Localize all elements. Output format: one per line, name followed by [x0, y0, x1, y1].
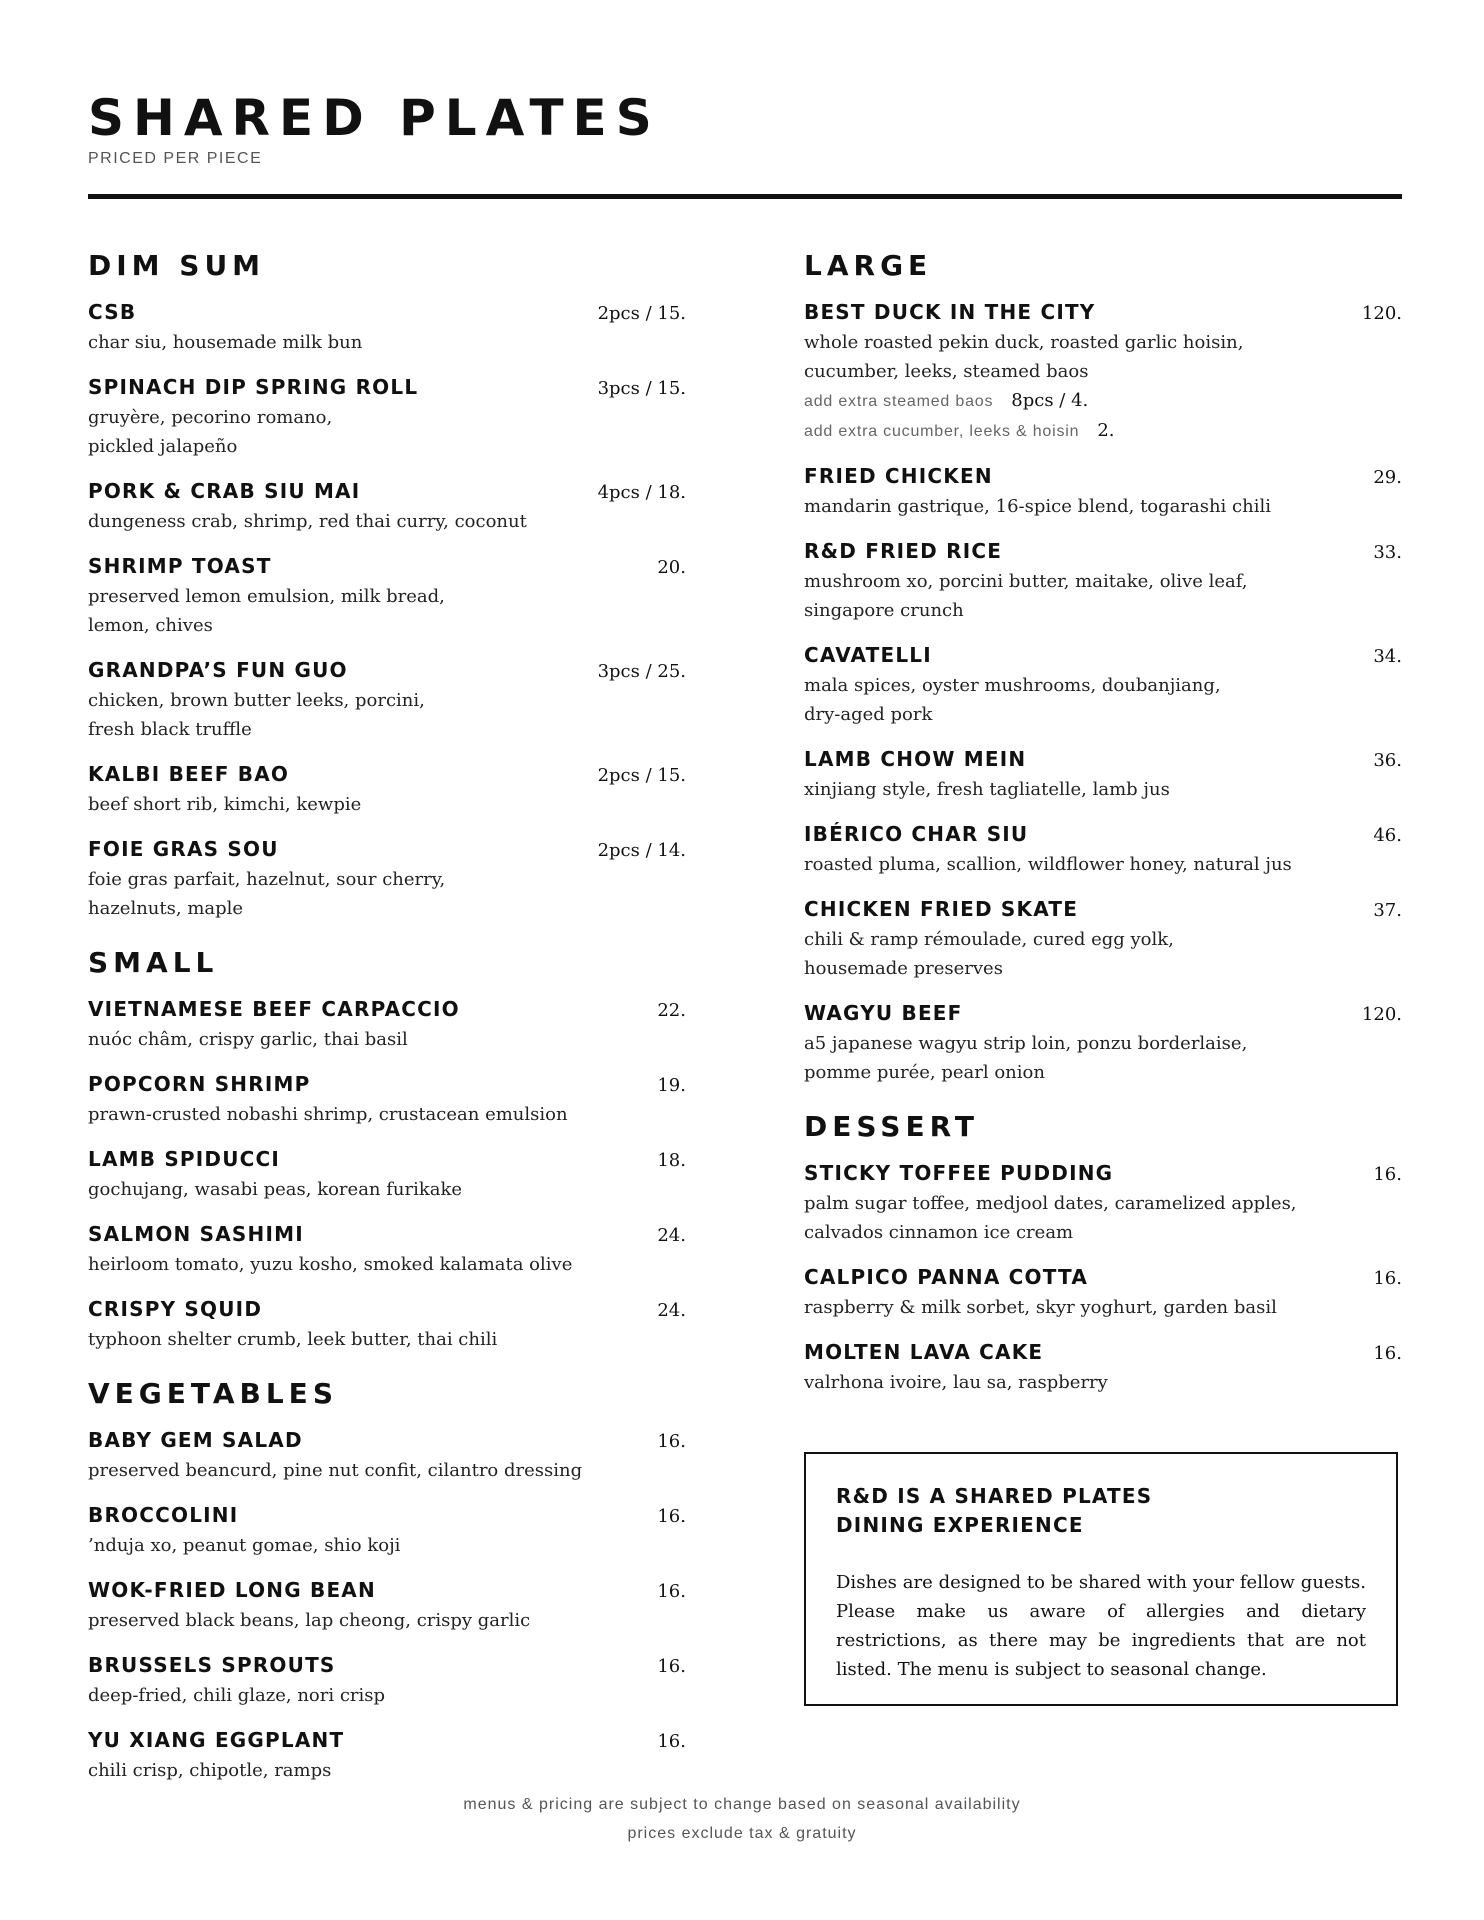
menu-item-price: 29. [1373, 467, 1402, 488]
menu-item [88, 995, 686, 1054]
section-title: LARGE [804, 249, 933, 282]
menu-item-name: CSB [88, 300, 137, 324]
menu-section [804, 248, 1402, 1087]
menu-item-description: raspberry & milk sorbet, skyr yoghurt, garden basil [804, 1297, 1277, 1318]
menu-item-header [804, 1263, 1402, 1293]
menu-item-header [88, 1501, 686, 1531]
menu-item-description: whole roasted pekin duck, roasted garlic hoisin, cucumber, leeks, steamed baos [804, 332, 1244, 382]
menu-item-header [804, 745, 1402, 775]
menu-item-price: 16. [657, 1581, 686, 1602]
menu-item-price: 36. [1373, 750, 1402, 771]
menu-item [804, 537, 1402, 625]
menu-item [88, 760, 686, 819]
menu-item [88, 298, 686, 357]
menu-item-price: 120. [1361, 1004, 1402, 1025]
menu-item [804, 298, 1402, 446]
menu-item [88, 1501, 686, 1560]
menu-item-price: 33. [1373, 542, 1402, 563]
menu-item-description: beef short rib, kimchi, kewpie [88, 794, 362, 815]
addon-row [804, 416, 1402, 446]
menu-item-name: YU XIANG EGGPLANT [88, 1728, 345, 1752]
menu-item-description: preserved lemon emulsion, milk bread, lemon, chives [88, 586, 445, 636]
section-title: SMALL [88, 946, 219, 979]
menu-item [804, 745, 1402, 804]
left-column [88, 248, 686, 1807]
menu-item-price: 16. [1373, 1343, 1402, 1364]
menu-item-name: CHICKEN FRIED SKATE [804, 897, 1079, 921]
menu-item-description: xinjiang style, fresh tagliatelle, lamb jus [804, 779, 1170, 800]
menu-item [88, 552, 686, 640]
menu-item-name: GRANDPA’S FUN GUO [88, 658, 348, 682]
menu-item-description: a5 japanese wagyu strip loin, ponzu borderlaise, pomme purée, pearl onion [804, 1033, 1248, 1083]
menu-item-header [804, 820, 1402, 850]
menu-item [88, 1426, 686, 1485]
menu-item-description: ’nduja xo, peanut gomae, shio koji [88, 1535, 401, 1556]
menu-item [804, 820, 1402, 879]
menu-item-header [804, 537, 1402, 567]
menu-item [88, 1726, 686, 1785]
menu-item [88, 656, 686, 744]
menu-item [804, 1159, 1402, 1247]
addon-price: 2. [1097, 420, 1115, 441]
menu-item-name: BABY GEM SALAD [88, 1428, 303, 1452]
menu-item-description: mushroom xo, porcini butter, maitake, olive leaf, singapore crunch [804, 571, 1248, 621]
footer-line-1: menus & pricing are subject to change based on seasonal availability [463, 1796, 1021, 1813]
menu-item-price: 3pcs / 15. [597, 378, 686, 399]
menu-section [804, 1109, 1402, 1397]
menu-item-description: foie gras parfait, hazelnut, sour cherry, hazelnuts, maple [88, 869, 446, 919]
menu-item-description: valrhona ivoire, lau sa, raspberry [804, 1372, 1108, 1393]
menu-item-name: LAMB SPIDUCCI [88, 1147, 281, 1171]
menu-item-description: gruyère, pecorino romano, pickled jalapeño [88, 407, 333, 457]
menu-item-price: 16. [657, 1731, 686, 1752]
menu-item-description: deep-fried, chili glaze, nori crisp [88, 1685, 386, 1706]
menu-item [88, 1651, 686, 1710]
menu-item-price: 16. [657, 1506, 686, 1527]
menu-item [804, 1263, 1402, 1322]
menu-item-name: FRIED CHICKEN [804, 464, 993, 488]
page-title: SHARED PLATES [88, 89, 661, 147]
menu-item-name: LAMB CHOW MEIN [804, 747, 1027, 771]
menu-item-description: char siu, housemade milk bun [88, 332, 363, 353]
menu-item-name: STICKY TOFFEE PUDDING [804, 1161, 1114, 1185]
menu-item-name: POPCORN SHRIMP [88, 1072, 311, 1096]
menu-item-description: mandarin gastrique, 16-spice blend, togarashi chili [804, 496, 1271, 517]
menu-item-price: 4pcs / 18. [597, 482, 686, 503]
menu-item-header [88, 835, 686, 865]
addon-label: add extra steamed baos [804, 393, 994, 410]
menu-item-price: 16. [1373, 1164, 1402, 1185]
menu-item [88, 835, 686, 923]
menu-item [88, 1070, 686, 1129]
menu-item-name: BEST DUCK IN THE CITY [804, 300, 1096, 324]
menu-item-name: CRISPY SQUID [88, 1297, 263, 1321]
right-column [804, 248, 1402, 1419]
menu-item-header [88, 373, 686, 403]
menu-item-price: 24. [657, 1300, 686, 1321]
menu-item-name: WAGYU BEEF [804, 1001, 963, 1025]
menu-item-description: preserved black beans, lap cheong, crispy garlic [88, 1610, 531, 1631]
menu-section [88, 1376, 686, 1785]
menu-item-header [804, 298, 1402, 328]
menu-item-header [88, 1145, 686, 1175]
section-title: DIM SUM [88, 249, 266, 282]
menu-item-name: BROCCOLINI [88, 1503, 239, 1527]
menu-item-header [88, 760, 686, 790]
menu-item-description: chicken, brown butter leeks, porcini, fresh black truffle [88, 690, 425, 740]
menu-item-description: typhoon shelter crumb, leek butter, thai chili [88, 1329, 498, 1350]
menu-item-name: FOIE GRAS SOU [88, 837, 279, 861]
menu-item [88, 373, 686, 461]
menu-item [804, 895, 1402, 983]
addon-label: add extra cucumber, leeks & hoisin [804, 423, 1080, 440]
menu-item-description: nuóc châm, crispy garlic, thai basil [88, 1029, 408, 1050]
menu-item-price: 22. [657, 1000, 686, 1021]
menu-item [88, 1220, 686, 1279]
menu-item [804, 641, 1402, 729]
menu-item-description: dungeness crab, shrimp, red thai curry, coconut [88, 511, 527, 532]
menu-item-description: heirloom tomato, yuzu kosho, smoked kalamata olive [88, 1254, 573, 1275]
menu-item-name: KALBI BEEF BAO [88, 762, 290, 786]
menu-item-header [88, 552, 686, 582]
info-box-title: R&D IS A SHARED PLATES DINING EXPERIENCE [836, 1484, 1153, 1537]
menu-item-header [804, 462, 1402, 492]
menu-item-price: 16. [1373, 1268, 1402, 1289]
menu-item-price: 3pcs / 25. [597, 661, 686, 682]
menu-item-header [88, 656, 686, 686]
menu-item-description: chili & ramp rémoulade, cured egg yolk, housemade preserves [804, 929, 1174, 979]
footer [0, 1790, 1484, 1848]
menu-item-price: 120. [1361, 303, 1402, 324]
menu-item-price: 18. [657, 1150, 686, 1171]
menu-item-price: 37. [1373, 900, 1402, 921]
menu-item-name: R&D FRIED RICE [804, 539, 1003, 563]
menu-item-header [88, 1726, 686, 1756]
info-box-body: Dishes are designed to be shared with your fellow guests. Please make us aware of allergies and dietary restrictions, as there may be ingredients that are not listed. The menu is subject to seasonal change. [836, 1572, 1366, 1680]
menu-item-name: BRUSSELS SPROUTS [88, 1653, 336, 1677]
menu-item-price: 34. [1373, 646, 1402, 667]
menu-item-price: 16. [657, 1431, 686, 1452]
menu-item-header [88, 298, 686, 328]
section-title: VEGETABLES [88, 1377, 338, 1410]
menu-section [88, 248, 686, 923]
menu-item-header [804, 1159, 1402, 1189]
menu-item-description: chili crisp, chipotle, ramps [88, 1760, 332, 1781]
menu-item-description: roasted pluma, scallion, wildflower honey, natural jus [804, 854, 1292, 875]
menu-item-header [804, 641, 1402, 671]
menu-item-header [88, 1295, 686, 1325]
menu-item [88, 477, 686, 536]
menu-item-header [88, 1070, 686, 1100]
menu-item-header [804, 999, 1402, 1029]
menu-item-price: 46. [1373, 825, 1402, 846]
menu-item-header [88, 1651, 686, 1681]
menu-item-price: 20. [657, 557, 686, 578]
section-title: DESSERT [804, 1110, 979, 1143]
menu-item-header [88, 995, 686, 1025]
menu-item-name: MOLTEN LAVA CAKE [804, 1340, 1044, 1364]
menu-item-header [88, 1426, 686, 1456]
menu-item-description: gochujang, wasabi peas, korean furikake [88, 1179, 463, 1200]
menu-item-name: WOK-FRIED LONG BEAN [88, 1578, 376, 1602]
menu-item-name: CAVATELLI [804, 643, 932, 667]
menu-item-name: IBÉRICO CHAR SIU [804, 822, 1029, 846]
menu-item-name: SPINACH DIP SPRING ROLL [88, 375, 419, 399]
menu-item-name: PORK & CRAB SIU MAI [88, 479, 361, 503]
menu-item-price: 2pcs / 15. [597, 303, 686, 324]
menu-item-header [804, 895, 1402, 925]
menu-item [804, 999, 1402, 1087]
menu-item-header [88, 1220, 686, 1250]
menu-item-header [88, 477, 686, 507]
menu-item [88, 1295, 686, 1354]
menu-item-price: 19. [657, 1075, 686, 1096]
menu-item-description: prawn-crusted nobashi shrimp, crustacean emulsion [88, 1104, 568, 1125]
menu-item-name: CALPICO PANNA COTTA [804, 1265, 1089, 1289]
menu-item-name: SHRIMP TOAST [88, 554, 272, 578]
menu-item-header [804, 1338, 1402, 1368]
page-subtitle: PRICED PER PIECE [88, 150, 263, 167]
header-divider [88, 194, 1402, 199]
menu-item [88, 1145, 686, 1204]
menu-item-name: VIETNAMESE BEEF CARPACCIO [88, 997, 460, 1021]
menu-item [88, 1576, 686, 1635]
menu-item-description: preserved beancurd, pine nut confit, cilantro dressing [88, 1460, 583, 1481]
info-box [804, 1452, 1398, 1706]
addon-price: 8pcs / 4. [1011, 390, 1089, 411]
menu-item-price: 24. [657, 1225, 686, 1246]
menu-item [804, 1338, 1402, 1397]
menu-item-name: SALMON SASHIMI [88, 1222, 304, 1246]
addon-row [804, 386, 1402, 416]
menu-item-description: mala spices, oyster mushrooms, doubanjiang, dry-aged pork [804, 675, 1221, 725]
footer-line-2: prices exclude tax & gratuity [627, 1825, 857, 1842]
menu-item-description: palm sugar toffee, medjool dates, caramelized apples, calvados cinnamon ice cream [804, 1193, 1297, 1243]
menu-item-price: 16. [657, 1656, 686, 1677]
menu-item [804, 462, 1402, 521]
menu-item-header [88, 1576, 686, 1606]
menu-section [88, 945, 686, 1354]
menu-item-price: 2pcs / 14. [597, 840, 686, 861]
menu-item-price: 2pcs / 15. [597, 765, 686, 786]
